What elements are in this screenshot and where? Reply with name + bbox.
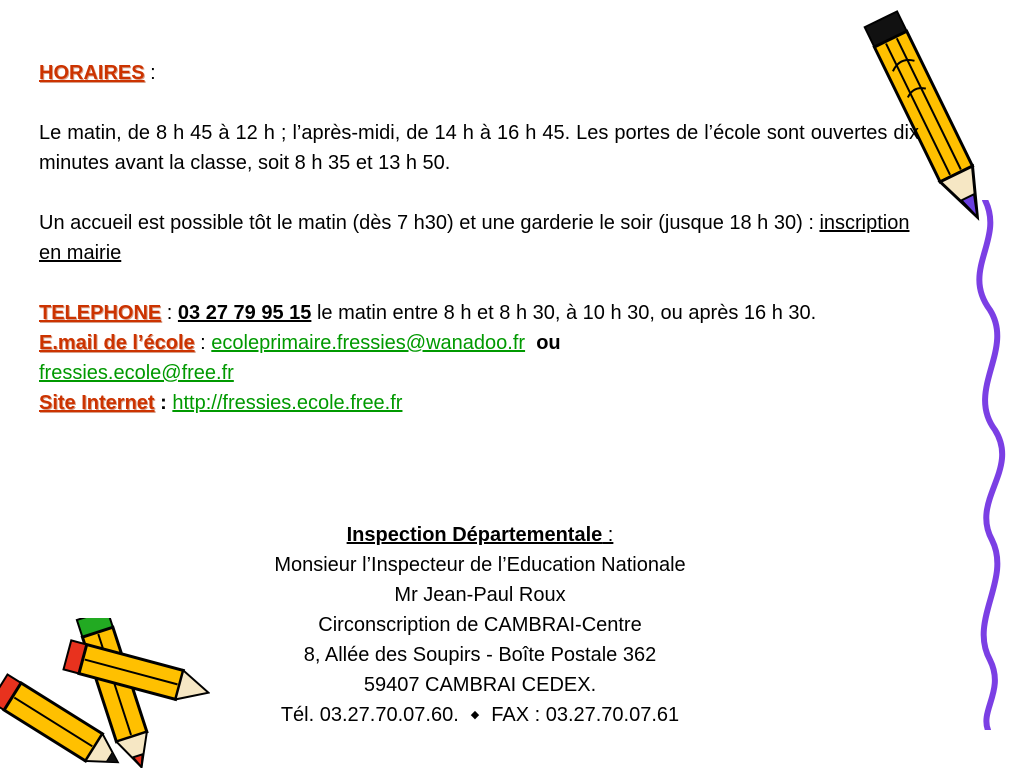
horaires-heading	[39, 58, 919, 88]
diamond-bullet-icon: ◆	[470, 709, 480, 721]
telephone-sep: :	[161, 302, 178, 324]
telephone-number[interactable]: 03 27 79 95 15	[177, 302, 312, 324]
horaires-paragraph: Le matin, de 8 h 45 à 12 h ; l’après-midi, de 14 h à 16 h 45. Les portes de l’école sont ouvertes dix minutes avant la classe, soit 8 h 35 et 13 h 50.	[39, 122, 919, 174]
site-sep: :	[154, 392, 173, 414]
inspection-fax: FAX : 03.27.70.07.61	[491, 704, 680, 726]
site-label: Site Internet	[39, 392, 155, 414]
email-sep: :	[194, 332, 212, 354]
garderie-text: Un accueil est possible tôt le matin (dès 7 h30) et une garderie le soir (jusque 18 h 30) :	[39, 212, 820, 234]
inspection-line-3: Circonscription de CAMBRAI-Centre	[318, 614, 642, 636]
garderie-paragraph	[39, 208, 919, 268]
inspection-line-5: 59407 CAMBRAI CEDEX.	[363, 674, 597, 696]
email-secondary-link[interactable]: fressies.ecole@free.fr	[39, 362, 234, 384]
telephone-line	[39, 298, 919, 328]
inspection-sep: :	[602, 524, 614, 546]
horaires-sep: :	[144, 62, 156, 84]
squiggle-line-icon	[950, 200, 1020, 730]
site-line	[39, 388, 919, 418]
email-line	[39, 328, 919, 388]
inspection-tel: Tél. 03.27.70.07.60.	[280, 704, 459, 726]
inspection-title: Inspection Départementale	[346, 524, 603, 546]
inspection-contact-line	[200, 700, 760, 730]
email-label: E.mail de l’école	[39, 332, 195, 354]
inspection-block	[200, 520, 760, 730]
telephone-label: TELEPHONE	[39, 302, 162, 324]
pencils-bundle-icon	[0, 618, 210, 768]
telephone-hours: le matin entre 8 h et 8 h 30, à 10 h 30, ou après 16 h 30.	[311, 302, 817, 324]
site-link[interactable]: http://fressies.ecole.free.fr	[172, 392, 403, 414]
inspection-line-4: 8, Allée des Soupirs - Boîte Postale 362	[303, 644, 657, 666]
inspection-line-1: Monsieur l’Inspecteur de l’Education Nationale	[274, 554, 686, 576]
school-info-block	[39, 58, 919, 418]
inspection-heading	[200, 520, 760, 550]
inspection-line-2: Mr Jean-Paul Roux	[394, 584, 566, 606]
email-or: ou	[536, 332, 561, 354]
email-primary-link[interactable]: ecoleprimaire.fressies@wanadoo.fr	[211, 332, 526, 354]
inscription-link[interactable]: inscription en mairie	[39, 212, 910, 264]
horaires-title: HORAIRES	[39, 62, 145, 84]
